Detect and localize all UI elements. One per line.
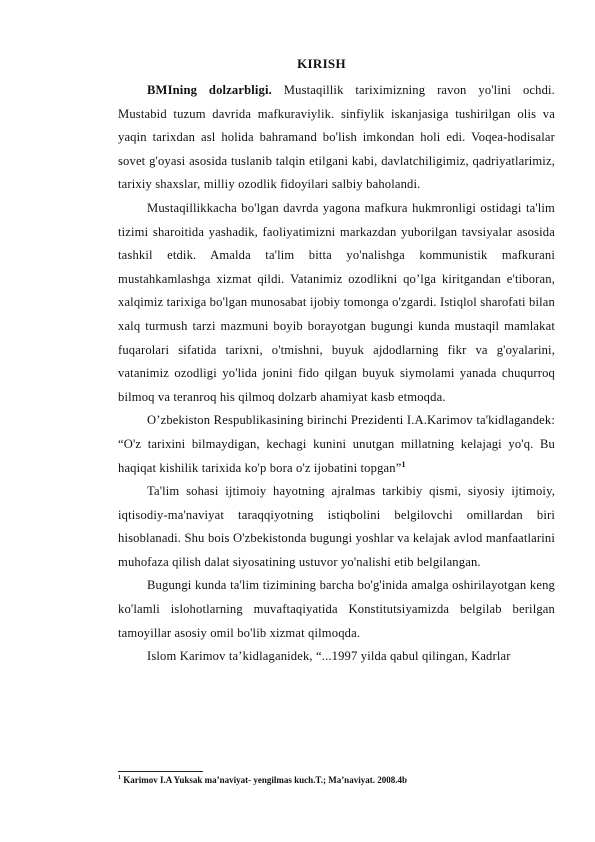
page-title: KIRISH bbox=[297, 56, 346, 71]
footnote-mark: 1 bbox=[118, 775, 121, 781]
paragraph-6: Islom Karimov ta’kidlaganidek, “...1997 yilda qabul qilingan, Kadrlar bbox=[147, 649, 511, 664]
paragraph-text: Mustaqillik tariximizning ravon yo'lini ochdi. Mustabid tuzum davrida mafkuraviylik. sinfiylik iskanjasiga tushirilgan olis va yaqin tarixdan asl holida bahramand bo'lish imkondan holi edi. Voqea-hodisalar sovet g'oyasi asosida tuslanib talqin etilgani kabi, davlatchiligimiz, qadriyatlarimiz, tarixiy shaxslar, milliy ozodlik fidoyilari salbiy baholandi. bbox=[118, 83, 555, 192]
paragraph-3 bbox=[118, 409, 555, 480]
paragraph-1 bbox=[118, 79, 555, 197]
paragraph-lead: BMIning dolzarbligi. bbox=[147, 83, 272, 97]
body-text bbox=[118, 79, 555, 669]
paragraph-text: O’zbekiston Respublikasining birinchi Prezidenti I.A.Karimov ta'kidlagandek: “O'z tarixini bilmaydigan, kechagi kunini unutgan millatning kelajagi yo'q. Bu haqiqat kishilik tarixida ko'p bora o'z ijobatini topgan” bbox=[118, 413, 555, 475]
footnote-divider bbox=[118, 771, 203, 772]
paragraph-4: Ta'lim sohasi ijtimoiy hayotning ajralmas tarkibiy qismi, siyosiy ijtimoiy, iqtisodiy-ma'naviyat taraqqiyotning istiqbolini belgilovchi omillardan biri hisoblanadi. Shu bois O'zbekistonda bugungi yoshlar va kelajak avlod manfaatlarini muhofaza qilish dalat siyosatining ustuvor yo'nalishi etib belgilangan. bbox=[118, 484, 555, 569]
paragraph-5: Bugungi kunda ta'lim tizimining barcha bo'g'inida amalga oshirilayotgan keng ko'lamli islohotlarning muvaftaqiyatida Konstitutsiyamizda belgilab berilgan tamoyillar asosiy omil bo'lib xizmat qilmoqda. bbox=[118, 578, 555, 640]
footnote bbox=[118, 774, 555, 786]
footnote-text: Karimov I.A Yuksak ma’naviyat- yengilmas kuch.T.; Ma’naviyat. 2008.4b bbox=[121, 775, 407, 785]
footnote-ref: 1 bbox=[401, 459, 406, 469]
paragraph-2: Mustaqillikkacha bo'lgan davrda yagona mafkura hukmronligi ostidagi ta'lim tizimi sharoitida yashadik, faoliyatimizni markazdan yuborilgan tavsiyalar asosida tashkil etdik. Amalda ta'lim bitta yo'nalishga kommunistik mafkurani mustahkamlashga xizmat qildi. Vatanimiz ozodlikni qo’lga kiritgandan e'tiboran, xalqimiz tarixiga bo'lgan munosabat ijobiy tomonga o'zgardi. Istiqlol sharofati bilan xalq turmush tarzi mazmuni boyib borayotgan bugungi kunda mustaqil mamlakat fuqarolari sifatida tarixni, o'tmishni, buyuk ajdodlarning fikr va g'oyalarini, vatanimiz ozodligi yo'lida jonini fido qilgan buyuk siymolami yanada chuqurroq bilmoq va teranroq his qilmoq dolzarb ahamiyat kasb etmoqda. bbox=[118, 200, 555, 404]
